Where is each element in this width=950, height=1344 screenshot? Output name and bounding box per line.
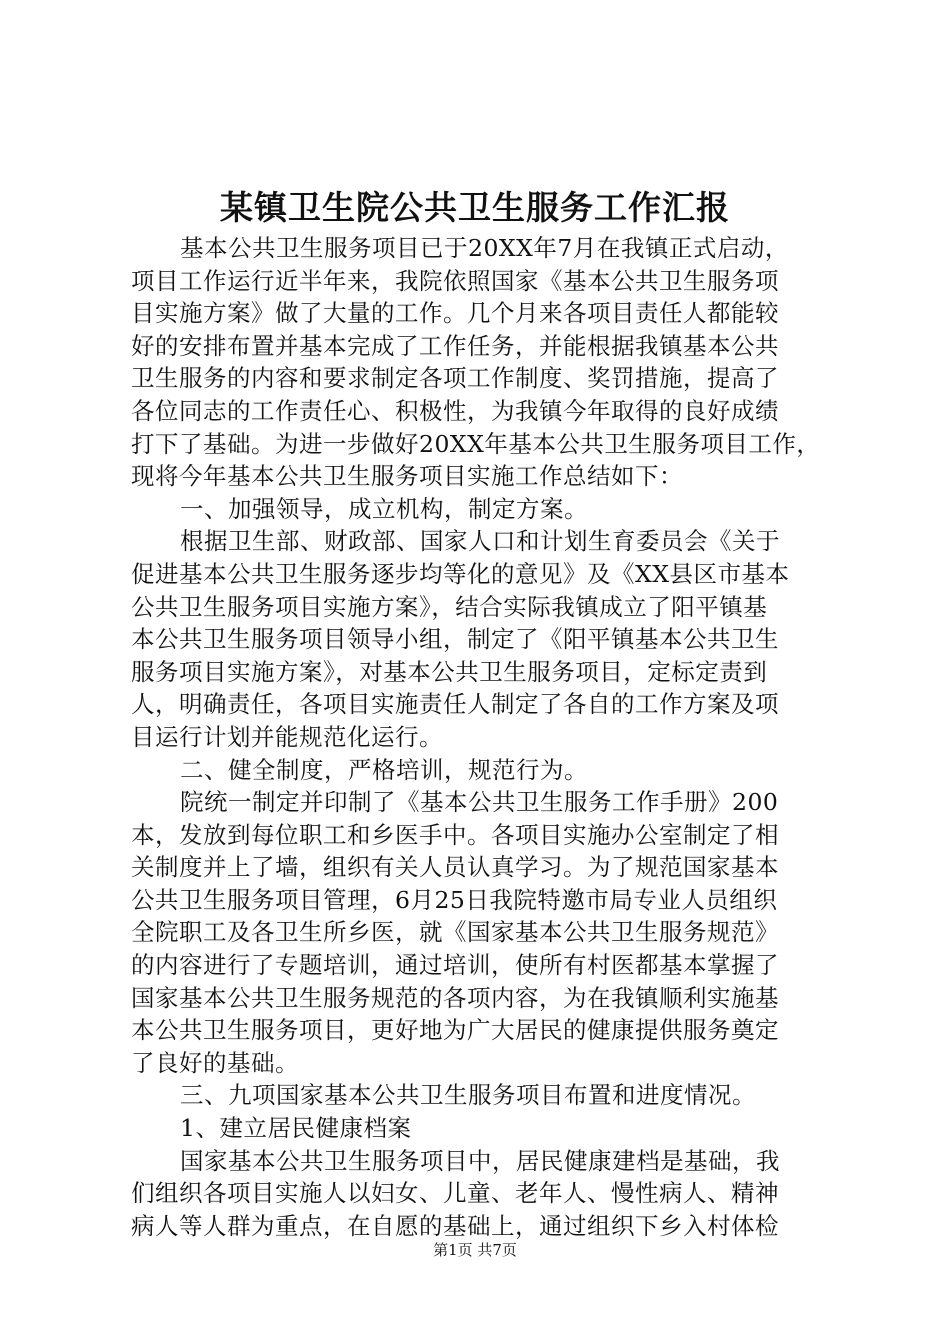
body-line: 国家基本公共卫生服务规范的各项内容，为在我镇顺利实施基: [131, 983, 779, 1012]
body-line: 促进基本公共卫生服务逐步均等化的意见》及《XX县区市基本: [131, 559, 790, 588]
body-line: 全院职工及各卫生所乡医，就《国家基本公共卫生服务规范》: [131, 918, 779, 947]
body-line: 了良好的基础。: [131, 1048, 299, 1077]
document-title: 某镇卫生院公共卫生服务工作汇报: [220, 188, 730, 227]
body-line: 现将今年基本公共卫生服务项目实施工作总结如下：: [131, 462, 683, 491]
body-line: 病人等人群为重点，在自愿的基础上，通过组织下乡入村体检: [131, 1211, 779, 1240]
body-line: 本公共卫生服务项目，更好地为广大居民的健康提供服务奠定: [131, 1016, 779, 1045]
body-line: 本公共卫生服务项目领导小组，制定了《阳平镇基本公共卫生: [131, 625, 779, 654]
body-line: 服务项目实施方案》，对基本公共卫生服务项目，定标定责到: [131, 657, 768, 686]
body-line: 国家基本公共卫生服务项目中，居民健康建档是基础，我: [180, 1146, 780, 1175]
section-heading: 一、加强领导，成立机构，制定方案。: [180, 494, 588, 523]
body-line: 人，明确责任，各项目实施责任人制定了各自的工作方案及项: [131, 690, 779, 719]
body-line: 基本公共卫生服务项目已于20XX年7月在我镇正式启动，: [180, 234, 789, 262]
body-line: 打下了基础。为进一步做好20XX年基本公共卫生服务项目工作，: [131, 429, 821, 458]
subsection-heading: 1、建立居民健康档案: [180, 1114, 412, 1143]
document-body: [131, 232, 831, 1242]
body-line: 本，发放到每位职工和乡医手中。各项目实施办公室制定了相: [131, 820, 779, 849]
body-line: 公共卫生服务项目实施方案》，结合实际我镇成立了阳平镇基: [131, 592, 768, 621]
body-line: 院统一制定并印制了《基本公共卫生服务工作手册》200: [180, 788, 779, 817]
section-heading: 三、九项国家基本公共卫生服务项目布置和进度情况。: [180, 1081, 756, 1110]
body-line: 好的安排布置并基本完成了工作任务，并能根据我镇基本公共: [131, 331, 779, 360]
body-line: 们组织各项目实施人以妇女、儿童、老年人、慢性病人、精神: [131, 1179, 779, 1208]
body-line: 关制度并上了墙，组织有关人员认真学习。为了规范国家基本: [131, 853, 779, 882]
body-line: 目运行计划并能规范化运行。: [131, 722, 443, 751]
section-heading: 二、健全制度，严格培训，规范行为。: [180, 755, 588, 784]
body-line: 各位同志的工作责任心、积极性，为我镇今年取得的良好成绩: [131, 396, 779, 425]
body-line: 项目工作运行近半年来，我院依照国家《基本公共卫生服务项: [131, 266, 779, 295]
body-line: 的内容进行了专题培训，通过培训，使所有村医都基本掌握了: [131, 951, 779, 980]
body-line: 卫生服务的内容和要求制定各项工作制度、奖罚措施，提高了: [131, 364, 779, 393]
body-line: 根据卫生部、财政部、国家人口和计划生育委员会《关于: [180, 527, 780, 556]
body-line: 目实施方案》做了大量的工作。几个月来各项目责任人都能较: [131, 299, 779, 328]
body-line: 公共卫生服务项目管理，6月25日我院特邀市局专业人员组织: [131, 885, 778, 914]
page-footer: 第1页 共7页: [433, 1241, 517, 1259]
